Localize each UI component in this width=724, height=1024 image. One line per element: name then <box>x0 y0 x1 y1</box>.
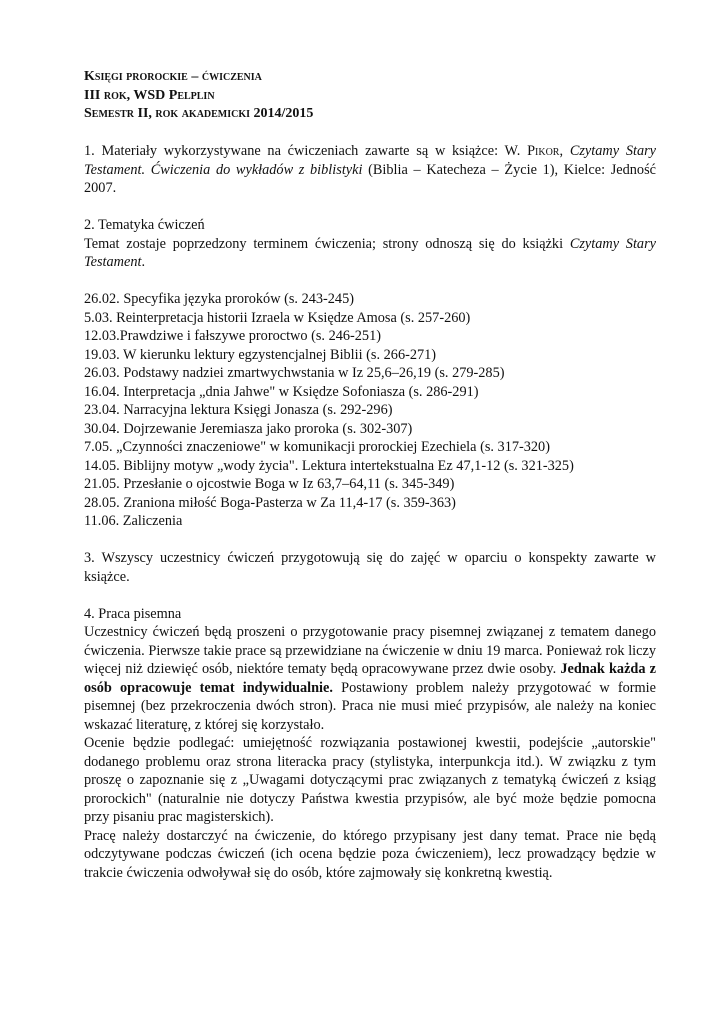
paragraph: Uczestnicy ćwiczeń będą proszeni o przygotowanie pracy pisemnej związanej z tematem danego ćwiczenia. Pierwsze takie prace są przewidziane na ćwiczenie w dniu 19 marca. Ponieważ rok liczy więcej niż dziewięć osób, niektóre tematy będą opracowywane przez dwie osoby. Jednak każda z osób opracowuje temat indywidualnie. Postawiony problem należy przygotować w formie pisemnej (bez przekroczenia dwóch stron). Praca nie musi mieć przypisów, ale należy na koniec wskazać literaturę, z której się korzystało. <box>84 624 656 733</box>
list-item: 16.04. Interpretacja „dnia Jahwe" w Księdze Sofoniasza (s. 286-291) <box>84 383 479 400</box>
list-item: 30.04. Dojrzewanie Jeremiasza jako proroka (s. 302-307) <box>84 420 413 437</box>
section-heading: 2. Tematyka ćwiczeń <box>84 217 205 233</box>
paragraph: Ocenie będzie podlegać: umiejętność rozwiązania postawionej kwestii, podejście „autorskie" dodanego problemu oraz strona literacka pracy (stylistyka, interpunkcja itd.). W związku z tym proszę o zapoznanie się z „Uwagami dotyczącymi prac związanych z tematyką ćwiczeń z ksiąg prorockich" (naturalnie nie dotyczy Państwa kwestia przypisów, ale być może będzie pomocna przy pisaniu prac magisterskich). <box>84 735 656 825</box>
emphasis: Jednak każda z osób opracowuje temat indywidualnie. <box>84 661 656 696</box>
list-item: 21.05. Przesłanie o ojcostwie Boga w Iz 63,7–64,11 (s. 345-349) <box>84 476 455 492</box>
list-item: 11.06. Zaliczenia <box>84 513 183 529</box>
section-text: Temat zostaje poprzedzony terminem ćwiczenia; strony odnoszą się do książki Czytamy Stary Testament. <box>84 235 656 270</box>
list-item: 26.02. Specyfika języka proroków (s. 243-245) <box>84 291 354 307</box>
list-item: 26.03. Podstawy nadziei zmartwychwstania w Iz 25,6–26,19 (s. 279-285) <box>84 365 505 381</box>
course-title: Księgi prorockie – ćwiczenia <box>84 69 262 84</box>
list-item: 14.05. Biblijny motyw „wody życia". Lektura intertekstualna Ez 47,1-12 (s. 321-325) <box>84 457 574 474</box>
paragraph: Pracę należy dostarczyć na ćwiczenie, do którego przypisany jest dany temat. Prace nie będą odczytywane podczas ćwiczeń (ich ocena będzie poza ćwiczeniem), lecz prowadzący będzie w trakcie ćwiczenia odwoływał się do osób, które zajmowały się konkretną kwestią. <box>84 827 656 881</box>
book-title: Czytamy Stary Testament. Ćwiczenia do wykładów z biblistyki <box>84 143 656 178</box>
section-heading: 4. Praca pisemna <box>84 605 182 622</box>
list-item: 5.03. Reinterpretacja historii Izraela w Księdze Amosa (s. 257-260) <box>84 309 471 326</box>
section-topics <box>84 216 656 272</box>
section-materials: 1. Materiały wykorzystywane na ćwiczeniach zawarte są w książce: W. Pikor, Czytamy Stary Testament. Ćwiczenia do wykładów z biblistyki (Biblia – Katecheza – Życie 1), Kielce: Jedność 2007. <box>84 143 656 196</box>
list-item: 23.04. Narracyjna lektura Księgi Jonasza (s. 292-296) <box>84 402 393 418</box>
document-header <box>84 68 656 124</box>
schedule-list <box>84 290 656 531</box>
section-written-work <box>84 605 656 883</box>
list-item: 28.05. Zraniona miłość Boga-Pasterza w Za 11,4-17 (s. 359-363) <box>84 494 456 511</box>
book-title: Czytamy Stary Testament <box>84 235 656 270</box>
course-year: III rok, WSD Pelplin <box>84 87 215 103</box>
course-semester: Semestr II, rok akademicki 2014/2015 <box>84 106 314 121</box>
list-item: 12.03.Prawdziwe i fałszywe proroctwo (s. 246-251) <box>84 328 381 344</box>
document-page <box>84 68 656 882</box>
section-preparation: 3. Wszyscy uczestnicy ćwiczeń przygotowują się do zajęć w oparciu o konspekty zawarte w książce. <box>84 550 656 585</box>
list-item: 19.03. W kierunku lektury egzystencjalnej Biblii (s. 266-271) <box>84 346 437 363</box>
list-item: 7.05. „Czynności znaczeniowe" w komunikacji prorockiej Ezechiela (s. 317-320) <box>84 439 550 455</box>
author-name: Pikor <box>527 143 560 159</box>
